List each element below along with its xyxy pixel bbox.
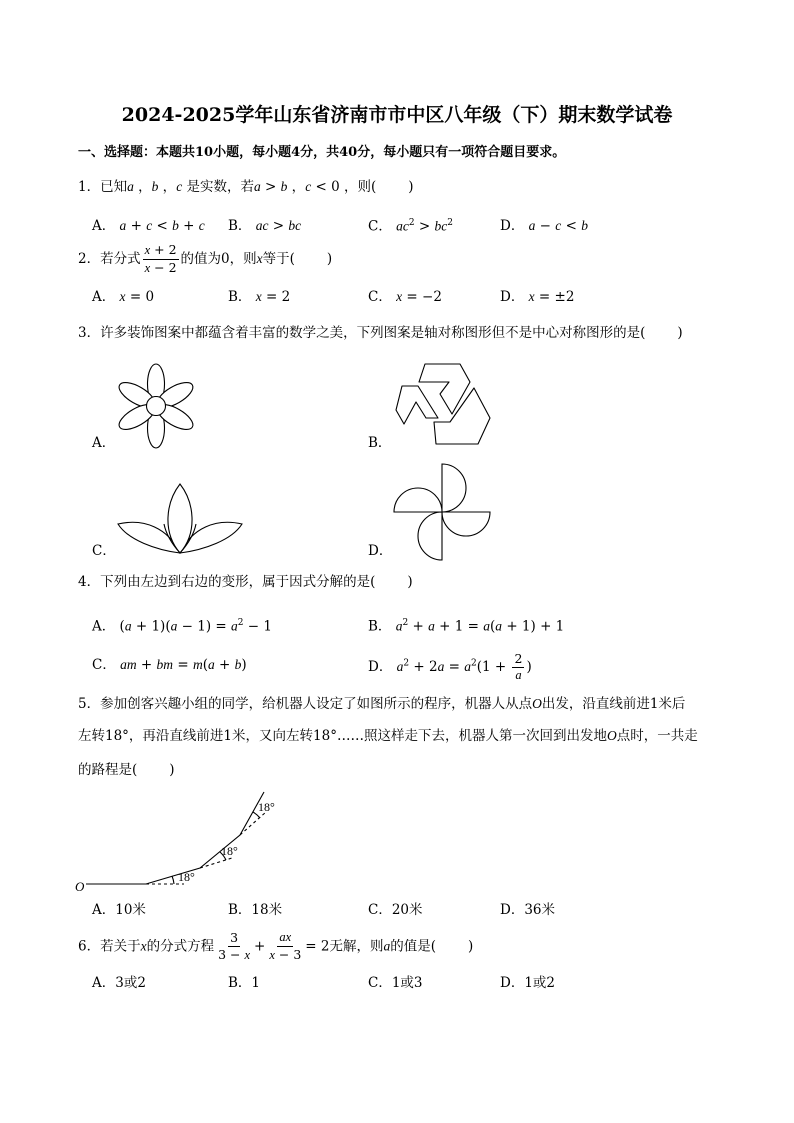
question-2-stem: 2．若分式 $\frac{x + 2}{x - 2}$ 的值为0，则x等于( ) xyxy=(78,242,333,275)
q3-option-c[interactable]: C． xyxy=(92,543,116,559)
q3-figure-a-flower xyxy=(118,362,194,454)
q3-option-b[interactable]: B． xyxy=(368,435,392,451)
q6-option-b[interactable]: B．1 xyxy=(228,975,261,991)
q1-option-a[interactable]: A． a + c < b + c xyxy=(92,218,205,234)
question-5-line-2: 左转18°，再沿直线前进1米，又向左转18°……照这样走下去，机器人第一次回到出发地O点时，一共走 xyxy=(78,728,698,744)
q6-option-c[interactable]: C．1或3 xyxy=(368,975,423,991)
q2-stem-pre: 2．若分式 xyxy=(78,250,141,267)
q5-option-c[interactable]: C．20米 xyxy=(368,902,423,918)
question-3-stem xyxy=(78,327,683,341)
q4-option-b[interactable]: B． $a^2 + a + 1 = a(a + 1) + 1$ xyxy=(368,618,565,635)
question-5-line-3: 的路程是( ) xyxy=(78,762,175,778)
q4-option-d[interactable]: D． $a^2 + 2a = a^2(1$ + $\frac{2}{a}$ ) xyxy=(368,651,532,682)
q3-figure-c-lotus xyxy=(116,482,244,556)
q5-figure-label-o: O xyxy=(75,879,85,894)
q1-stem-mid: 是实数，若 xyxy=(186,179,254,195)
q1-stem-pre: 1．已知 xyxy=(78,179,128,195)
q2-stem-post: 等于( xyxy=(262,250,295,267)
q1-option-c[interactable]: C． $ac^2 > bc^2$ xyxy=(368,218,454,235)
q3-option-d[interactable]: D． xyxy=(368,543,393,559)
q4-option-c[interactable]: C． am + bm = m(a + b) xyxy=(92,657,247,673)
question-6-stem: 6．若关于x的分式方程 $\frac{3}{3 - x}$ + $\frac{ax}{x - 3}$ = 2无解，则a的值是( ) xyxy=(78,930,474,962)
question-5-line-1: 5．参加创客兴趣小组的同学，给机器人设定了如图所示的程序，机器人从点O出发，沿直线前进1米后 xyxy=(78,696,686,712)
q2-stem-mid: 的值为0，则 xyxy=(180,250,257,267)
q1-option-d[interactable]: D． a − c < b xyxy=(500,218,588,234)
q5-figure-angle-1: 18° xyxy=(178,870,195,884)
q3-stem: 3．许多装饰图案中都蕴含着丰富的数学之美，下列图案是轴对称图形但不是中心对称图形的是( xyxy=(78,325,646,341)
q1-option-b[interactable]: B． ac > bc xyxy=(228,218,302,234)
q2-option-b[interactable]: B． x = 2 xyxy=(228,289,291,305)
page-title: 2024-2025学年山东省济南市市中区八年级（下）期末数学试卷 xyxy=(121,104,673,126)
q1-close: ) xyxy=(408,179,414,195)
q2-option-a[interactable]: A． x = 0 xyxy=(92,289,155,305)
q5-figure-angle-2: 18° xyxy=(221,844,238,858)
question-1-stem: 1．已知a ，b ，c 是实数，若a > b ，c < 0 ，则( ) xyxy=(78,179,414,195)
q5-option-a[interactable]: A．10米 xyxy=(92,902,146,918)
q6-option-a[interactable]: A．3或2 xyxy=(92,975,146,991)
q2-close: ) xyxy=(326,250,333,267)
q2-option-c[interactable]: C． x = −2 xyxy=(368,289,442,305)
q1-vars: a xyxy=(127,179,134,194)
q3-close: ) xyxy=(677,325,683,341)
q2-option-d[interactable]: D． x = ±2 xyxy=(500,289,575,305)
q4-close: ) xyxy=(407,574,413,590)
q1-stem-post: ，则( xyxy=(343,179,377,195)
q4-option-a[interactable]: A． $(a + 1)(a - 1) = a^2 - 1$ xyxy=(92,618,272,635)
q2-fraction: $\frac{x + 2}{x - 2}$ xyxy=(144,242,177,275)
q4-stem: 4．下列由左边到右边的变形，属于因式分解的是( xyxy=(78,574,376,590)
q5-option-b[interactable]: B．18米 xyxy=(228,902,283,918)
section-heading: 一、选择题：本题共10小题，每小题4分，共40分，每小题只有一项符合题目要求。 xyxy=(78,145,566,160)
q3-figure-d-pinwheel xyxy=(392,462,492,562)
question-4-stem xyxy=(78,576,413,590)
q3-option-a[interactable]: A． xyxy=(92,435,116,451)
q6-option-d[interactable]: D．1或2 xyxy=(500,975,556,991)
q3-figure-b-triangles xyxy=(390,362,494,446)
q5-option-d[interactable]: D．36米 xyxy=(500,902,556,918)
q5-figure-angle-3: 18° xyxy=(258,800,275,814)
q1-condition: a xyxy=(253,179,261,194)
